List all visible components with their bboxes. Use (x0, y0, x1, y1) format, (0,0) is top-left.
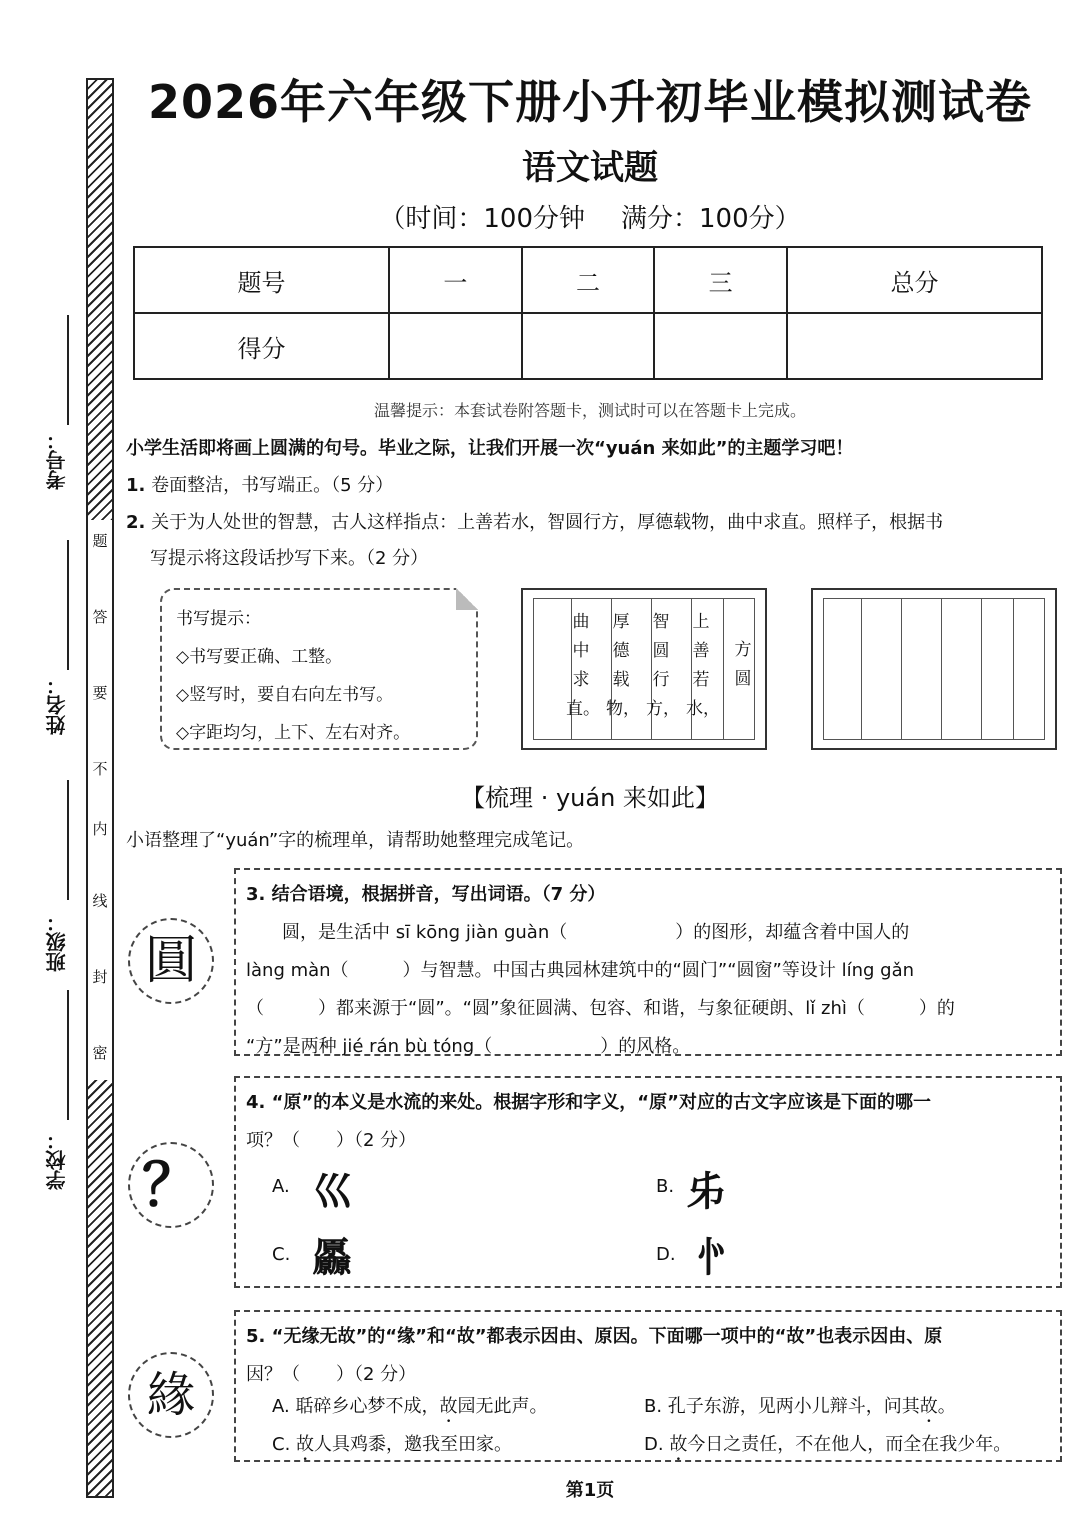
score-table-header-row (134, 247, 1042, 313)
school-line[interactable] (67, 990, 69, 1120)
option-text: B. 孔子东游，见两小儿辩斗，问其 (644, 1396, 920, 1417)
time-info (125, 198, 1055, 235)
option-a-label[interactable]: A. (272, 1176, 290, 1197)
time-text: （时间：100分钟 (379, 204, 585, 234)
question-line[interactable]: làng màn（ ）与智慧。中国古典园林建筑中的“圆门”“圆窗”等设计 líng gǎn (246, 960, 915, 981)
emphasized-char: 故 (439, 1396, 458, 1417)
tips-title: 书写提示： (176, 609, 261, 629)
emphasized-char: 故 (296, 1434, 315, 1455)
question-3-box (234, 868, 1062, 1056)
question-line[interactable]: （ ）都来源于“圆”。“圆”象征圆满、包容、和谐，与象征硬朗、lǐ zhì（ ）的 (246, 998, 955, 1019)
yuan-seal-icon (128, 1352, 214, 1438)
tips-item: ◇字距均匀，上下、左右对齐。 (176, 723, 411, 743)
emphasized-char: 故 (919, 1396, 938, 1417)
score-input-cell[interactable] (787, 313, 1042, 379)
score-table-score-row (134, 313, 1042, 379)
icon-glyph: 圓 (144, 931, 197, 991)
name-label: 姓名： (45, 675, 69, 735)
seal-char: 要 (92, 684, 108, 702)
question-line[interactable]: “方”是两种 jié rán bù tóng（ ）的风格。 (246, 1036, 691, 1057)
exam-subtitle: 语文试题 (522, 148, 658, 188)
question-2 (126, 505, 1066, 577)
option-d[interactable] (644, 1430, 1011, 1465)
tip-text: 温馨提示：本套试卷附答题卡，测试时可以在答题卡上完成。 (373, 401, 806, 420)
question-line: 项？（ ）（2 分） (246, 1130, 417, 1151)
page-number: 第1页 (565, 1480, 615, 1501)
writing-tips-box (160, 588, 478, 750)
answer-scroll[interactable] (811, 588, 1057, 750)
full-score-text: 满分：100分） (621, 204, 801, 234)
scroll-column: 曲中求直。 (566, 612, 600, 719)
exam-title: 2026年六年级下册小升初毕业模拟测试卷 (147, 75, 1033, 129)
table-cell: 题号 (134, 247, 389, 313)
scroll-column: 智圆行方， (646, 612, 680, 719)
exam-number-label: 考号： (45, 430, 69, 490)
option-text: 人具鸡黍，邀我至田家。 (314, 1434, 513, 1455)
tips-item: ◇书写要正确、工整。 (176, 647, 343, 667)
page-fold-icon (456, 588, 478, 610)
seal-char: 答 (92, 608, 108, 626)
emphasized-char: 故 (669, 1434, 688, 1455)
question-mark-icon (128, 1142, 214, 1228)
table-cell: 二 (522, 247, 655, 313)
scroll-column: 上善若水， (686, 612, 720, 719)
question-title: 3. 结合语境，根据拼音，写出词语。（7 分） (246, 884, 606, 905)
seal-char: 线 (92, 892, 108, 910)
seal-char: 密 (92, 1044, 108, 1062)
name-line[interactable] (67, 540, 69, 670)
score-input-cell[interactable] (654, 313, 787, 379)
scroll-column: 方圆 (734, 640, 752, 689)
question-number: 2. (126, 512, 146, 533)
option-text: C. (272, 1434, 297, 1455)
score-input-cell[interactable] (522, 313, 655, 379)
option-text: 今日之责任，不在他人，而全在我少年。 (687, 1434, 1012, 1455)
intro-text: 小学生活即将画上圆满的句号。毕业之际，让我们开展一次“yuán 来如此”的主题学习吧！ (126, 438, 854, 459)
icon-glyph: 緣 (146, 1367, 195, 1423)
icon-glyph: ？ (141, 1151, 200, 1219)
option-a-glyph[interactable]: 巛 (312, 1168, 352, 1215)
option-b-glyph[interactable]: 𠂔 (686, 1168, 726, 1215)
seal-char: 封 (92, 968, 108, 986)
yuan-seal-icon (128, 918, 214, 1004)
option-c[interactable] (272, 1430, 512, 1465)
question-text: 写提示将这段话抄写下来。（2 分） (150, 548, 429, 569)
table-cell: 得分 (134, 313, 389, 379)
option-text: 。 (937, 1396, 956, 1417)
exam-number-line[interactable] (67, 315, 69, 425)
sample-scroll (521, 588, 767, 750)
section-intro: 小语整理了“yuán”字的梳理单，请帮助她整理完成笔记。 (126, 830, 585, 851)
class-label: 班级： (45, 912, 69, 972)
column-line (1013, 598, 1014, 740)
option-text: A. 聒碎乡心梦不成， (272, 1396, 440, 1417)
question-number: 1. (126, 475, 146, 496)
scroll-border (823, 598, 1045, 740)
question-text: 关于为人处世的智慧，古人这样指点：上善若水，智圆行方，厚德载物，曲中求直。照样子，根据书 (151, 512, 944, 533)
option-c-label[interactable]: C. (272, 1244, 291, 1265)
binding-gap (86, 520, 114, 1080)
question-line[interactable]: 圆，是生活中 sī kōng jiàn guàn（ ）的图形，却蕴含着中国人的 (282, 922, 910, 943)
score-input-cell[interactable] (389, 313, 522, 379)
question-title: 5. “无缘无故”的“缘”和“故”都表示因由、原因。下面哪一项中的“故”也表示因由、原 (246, 1326, 943, 1347)
table-cell: 一 (389, 247, 522, 313)
question-line: 因？（ ）（2 分） (246, 1364, 417, 1385)
column-line (723, 598, 724, 740)
option-a[interactable] (272, 1392, 547, 1427)
scroll-column: 厚德载物， (606, 612, 640, 719)
seal-char: 不 (92, 760, 108, 778)
school-label: 学校： (45, 1130, 69, 1190)
seal-char: 题 (92, 532, 108, 550)
option-d-glyph[interactable]: 㣺 (692, 1234, 732, 1281)
table-cell: 三 (654, 247, 787, 313)
question-4-box (234, 1076, 1062, 1288)
question-text: 卷面整洁，书写端正。（5 分） (151, 475, 394, 496)
score-table (133, 246, 1043, 380)
column-line (861, 598, 862, 740)
column-line (981, 598, 982, 740)
section-heading: 【梳理 · yuán 来如此】 (461, 784, 719, 812)
question-1 (126, 468, 1066, 504)
option-text: D. (644, 1434, 670, 1455)
table-cell: 总分 (787, 247, 1042, 313)
column-line (941, 598, 942, 740)
option-text: 园无此声。 (457, 1396, 548, 1417)
column-line (901, 598, 902, 740)
option-b[interactable] (644, 1392, 956, 1427)
option-c-glyph[interactable]: 厵 (312, 1234, 352, 1281)
tips-item: ◇竖写时，要自右向左书写。 (176, 685, 394, 705)
option-b-label[interactable]: B. (656, 1176, 675, 1197)
class-line[interactable] (67, 780, 69, 900)
option-d-label[interactable]: D. (656, 1244, 676, 1265)
seal-char: 内 (92, 820, 108, 838)
question-title: 4. “原”的本义是水流的来处。根据字形和字义，“原”对应的古文字应该是下面的哪一 (246, 1092, 931, 1113)
